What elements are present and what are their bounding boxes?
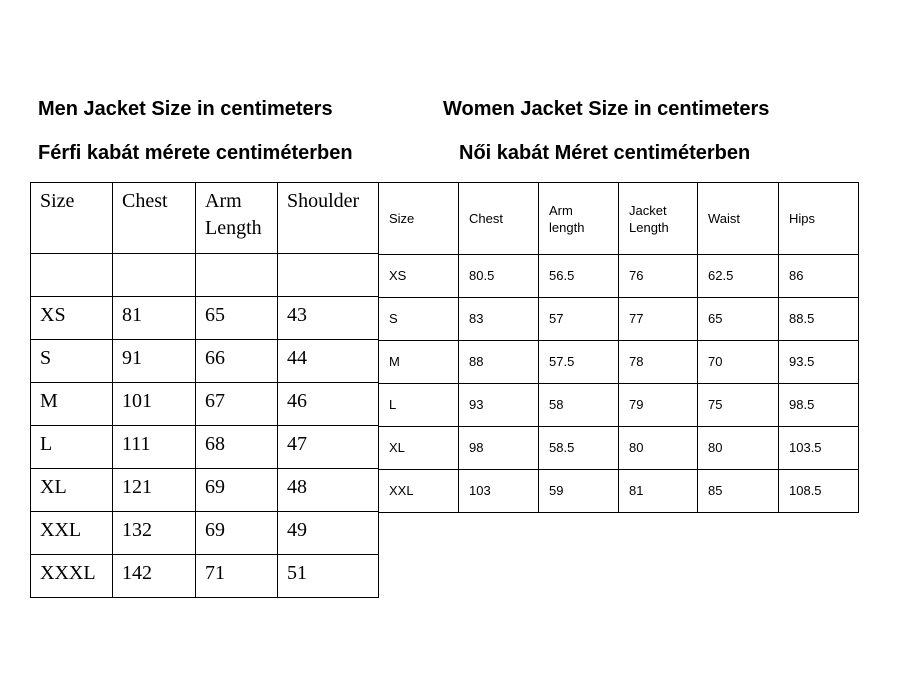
table-cell: 77 [619, 298, 698, 341]
table-cell [31, 254, 113, 297]
table-cell: 49 [278, 512, 379, 555]
table-row [31, 469, 379, 512]
table-cell: 88 [459, 341, 539, 384]
women-table-header [379, 183, 859, 255]
table-cell: 81 [113, 297, 196, 340]
table-cell: 93 [459, 384, 539, 427]
table-cell: 83 [459, 298, 539, 341]
table-cell: XS [31, 297, 113, 340]
table-cell: 43 [278, 297, 379, 340]
column-header: Chest [459, 183, 539, 255]
table-cell: 44 [278, 340, 379, 383]
table-cell: 47 [278, 426, 379, 469]
table-row [31, 512, 379, 555]
table-cell: XXL [379, 470, 459, 513]
table-cell: M [379, 341, 459, 384]
column-header: Size [379, 183, 459, 255]
table-row [31, 254, 379, 297]
column-header: Jacket Length [619, 183, 698, 255]
table-cell: XXXL [31, 555, 113, 598]
table-cell: 59 [539, 470, 619, 513]
table-row [31, 555, 379, 598]
table-cell: 121 [113, 469, 196, 512]
table-cell: 48 [278, 469, 379, 512]
table-cell: 91 [113, 340, 196, 383]
table-cell: 111 [113, 426, 196, 469]
table-cell: 66 [196, 340, 278, 383]
table-row [379, 384, 859, 427]
table-cell: 98.5 [779, 384, 859, 427]
table-cell: 88.5 [779, 298, 859, 341]
table-cell: L [31, 426, 113, 469]
table-cell [113, 254, 196, 297]
table-cell: 103 [459, 470, 539, 513]
table-cell [196, 254, 278, 297]
table-cell: 71 [196, 555, 278, 598]
men-table-title-hungarian: Férfi kabát mérete centiméterben [38, 142, 353, 164]
men-jacket-size-table [30, 182, 379, 598]
table-cell: 68 [196, 426, 278, 469]
table-cell: M [31, 383, 113, 426]
table-row [379, 298, 859, 341]
table-cell [278, 254, 379, 297]
table-cell: 46 [278, 383, 379, 426]
table-cell: 67 [196, 383, 278, 426]
table-cell: XS [379, 255, 459, 298]
table-row [31, 340, 379, 383]
column-header: Shoulder [278, 183, 379, 254]
column-header: Hips [779, 183, 859, 255]
men-table-header [31, 183, 379, 254]
table-cell: XXL [31, 512, 113, 555]
women-table-title-english: Women Jacket Size in centimeters [443, 98, 770, 120]
table-cell: 132 [113, 512, 196, 555]
table-cell: 81 [619, 470, 698, 513]
table-cell: 69 [196, 469, 278, 512]
table-cell: 85 [698, 470, 779, 513]
table-cell: 86 [779, 255, 859, 298]
table-cell: 80 [698, 427, 779, 470]
table-cell: 58 [539, 384, 619, 427]
column-header: Chest [113, 183, 196, 254]
table-row [379, 341, 859, 384]
table-row [379, 470, 859, 513]
table-cell: 78 [619, 341, 698, 384]
women-table-title-hungarian: Női kabát Méret centiméterben [459, 142, 751, 164]
table-cell: 98 [459, 427, 539, 470]
table-cell: 79 [619, 384, 698, 427]
column-header: Waist [698, 183, 779, 255]
table-cell: 142 [113, 555, 196, 598]
column-header: Arm length [539, 183, 619, 255]
table-cell: 62.5 [698, 255, 779, 298]
table-cell: 57 [539, 298, 619, 341]
column-header: Arm Length [196, 183, 278, 254]
table-cell: S [31, 340, 113, 383]
table-cell: 101 [113, 383, 196, 426]
table-cell: 108.5 [779, 470, 859, 513]
table-row [379, 255, 859, 298]
table-cell: 56.5 [539, 255, 619, 298]
table-cell: 80 [619, 427, 698, 470]
table-cell: XL [379, 427, 459, 470]
table-row [31, 297, 379, 340]
table-cell: 80.5 [459, 255, 539, 298]
table-cell: L [379, 384, 459, 427]
table-cell: XL [31, 469, 113, 512]
table-row [31, 426, 379, 469]
table-row [379, 427, 859, 470]
table-cell: S [379, 298, 459, 341]
table-cell: 69 [196, 512, 278, 555]
table-cell: 76 [619, 255, 698, 298]
table-cell: 65 [196, 297, 278, 340]
column-header: Size [31, 183, 113, 254]
men-table-title-english: Men Jacket Size in centimeters [38, 98, 333, 120]
table-cell: 65 [698, 298, 779, 341]
table-cell: 103.5 [779, 427, 859, 470]
table-cell: 51 [278, 555, 379, 598]
table-row [31, 383, 379, 426]
table-cell: 75 [698, 384, 779, 427]
table-cell: 57.5 [539, 341, 619, 384]
table-cell: 70 [698, 341, 779, 384]
women-jacket-size-table [378, 182, 859, 513]
table-cell: 58.5 [539, 427, 619, 470]
table-cell: 93.5 [779, 341, 859, 384]
